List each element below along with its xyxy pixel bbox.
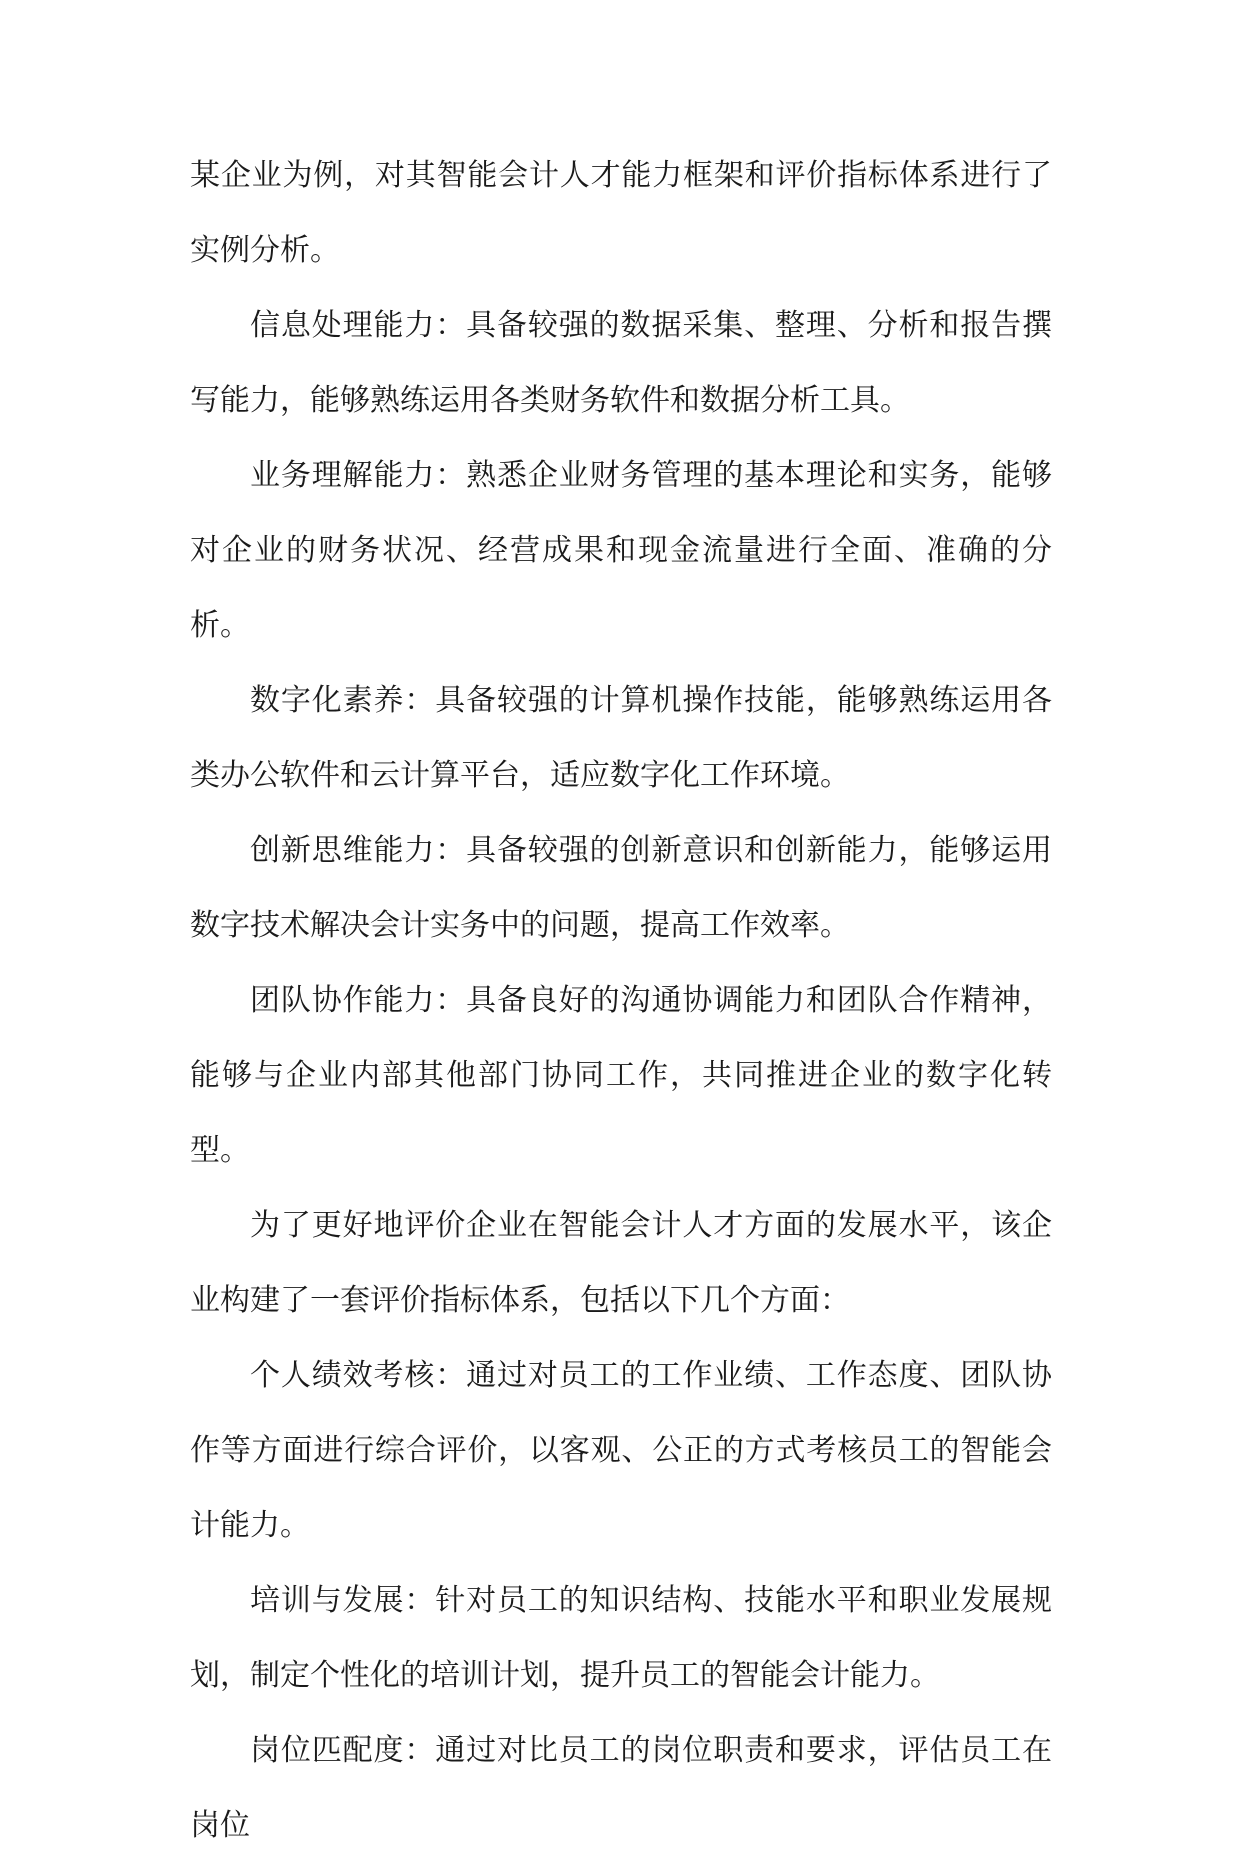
body-text — [190, 138, 1052, 1863]
paragraph-business-understanding: 业务理解能力：熟悉企业财务管理的基本理论和实务，能够对企业的财务状况、经营成果和现金流量进行全面、准确的分析。 — [190, 458, 1052, 643]
paragraph-teamwork: 团队协作能力：具备良好的沟通协调能力和团队合作精神，能够与企业内部其他部门协同工作，共同推进企业的数字化转型。 — [190, 983, 1052, 1168]
paragraph-evaluation-system-intro: 为了更好地评价企业在智能会计人才方面的发展水平，该企业构建了一套评价指标体系，包括以下几个方面： — [190, 1208, 1052, 1318]
paragraph-information-processing: 信息处理能力：具备较强的数据采集、整理、分析和报告撰写能力，能够熟练运用各类财务软件和数据分析工具。 — [190, 308, 1052, 418]
paragraph-performance-assessment: 个人绩效考核：通过对员工的工作业绩、工作态度、团队协作等方面进行综合评价，以客观、公正的方式考核员工的智能会计能力。 — [190, 1358, 1052, 1543]
paragraph-digital-literacy: 数字化素养：具备较强的计算机操作技能，能够熟练运用各类办公软件和云计算平台，适应数字化工作环境。 — [190, 683, 1052, 793]
paragraph-position-matching: 岗位匹配度：通过对比员工的岗位职责和要求，评估员工在岗位 — [190, 1733, 1052, 1843]
paragraph-innovative-thinking: 创新思维能力：具备较强的创新意识和创新能力，能够运用数字技术解决会计实务中的问题，提高工作效率。 — [190, 833, 1052, 943]
paragraph-continuation: 某企业为例，对其智能会计人才能力框架和评价指标体系进行了实例分析。 — [190, 158, 1052, 268]
paragraph-training-development: 培训与发展：针对员工的知识结构、技能水平和职业发展规划，制定个性化的培训计划，提升员工的智能会计能力。 — [190, 1583, 1052, 1693]
